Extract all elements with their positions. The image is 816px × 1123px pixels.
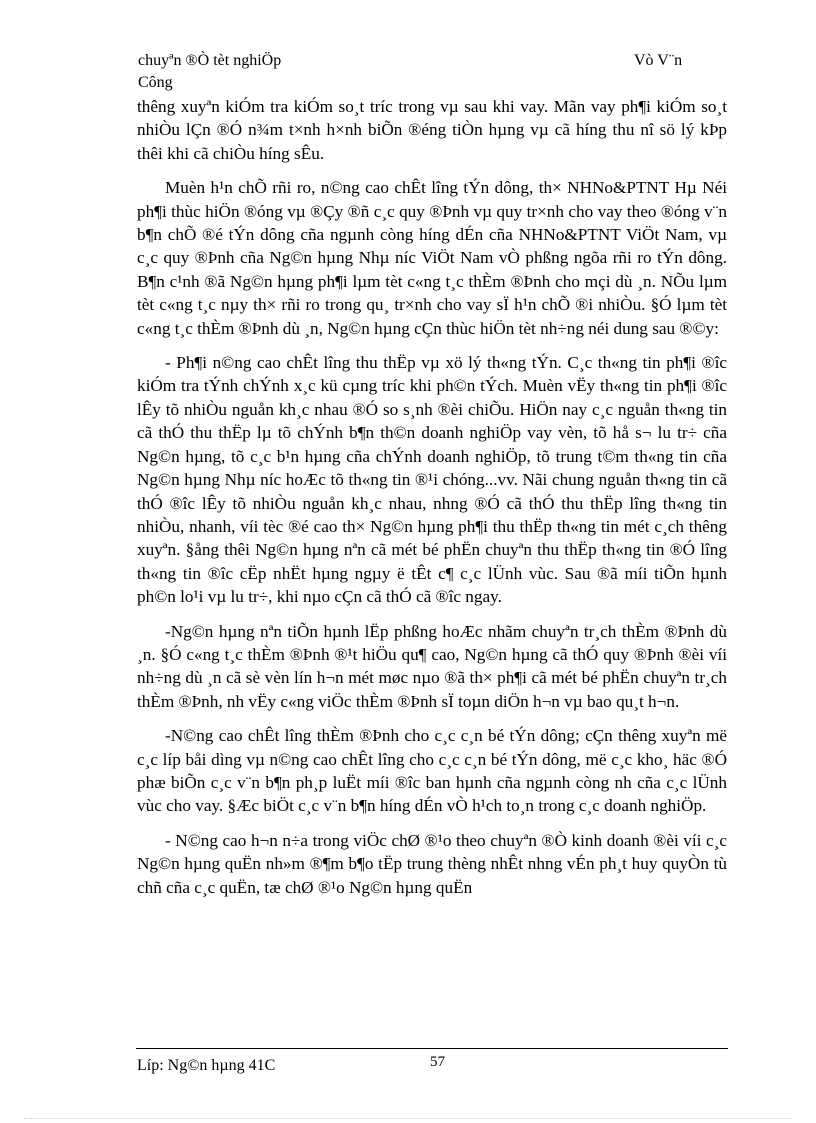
header-author-line2: Công (138, 74, 173, 91)
paragraph-3: - Ph¶i n©ng cao chÊt lîng thu thËp vµ xö lý th«ng tÝn. C¸c th«ng tin ph¶i ®îc kiÓm tra tÝnh chÝnh x¸c kü cµng tríc khi ph©n tÝch. Muèn vËy th«ng tin ph¶i ®îc lÊy tõ nhiÒu nguån kh¸c nhau ®Ó so s¸nh ®èi chiÕu. HiÖn nay c¸c nguån th«ng tin cã thÓ thu thËp lµ tõ chÝnh b¶n th©n doanh nghiÖp vay vèn, tõ hå s¬ lu tr÷ cña Ng©n hµng, tõ c¸c b¹n hµng cña chÝnh doanh nghiÖp, tõ trung t©m th«ng tin cña Ng©n hµng Nhµ níc hoÆc tõ th«ng tin ®¹i chóng...vv. Nãi chung nguån th«ng tin cã thÓ ®îc lÊy tõ nhiÒu nguån kh¸c nhau, nhng ®Ó cã thÓ thu thËp lîng th«ng tin nhiÒu, nhanh, víi tèc ®é cao th× Ng©n hµng ph¶i thu thËp th«ng tin mét c¸ch thêng xuyªn. §ång thêi Ng©n hµng nªn cã mét bé phËn chuyªn thu thËp th«ng tin ®Ó lîng th«ng tin ®îc cËp nhËt hµng ngµy ë tÊt c¶ c¸c lÜnh vùc. Sau ®ã míi tiÕn hµnh ph©n lo¹i vµ lu tr÷, khi nµo cÇn cã thÓ cã ®îc ngay. (137, 353, 727, 607)
document-body (137, 95, 727, 910)
page-edge-divider (24, 1118, 792, 1119)
header-title: chuyªn ®Ò tèt nghiÖp (138, 52, 282, 69)
paragraph-4: -Ng©n hµng nªn tiÕn hµnh lËp phßng hoÆc nhãm chuyªn tr¸ch thÈm ®Þnh dù ¸n. §Ó c«ng t¸c thÈm ®Þnh ®¹t hiÖu qu¶ cao, Ng©n hµng cã thÓ quy ®Þnh ®èi víi nh÷ng dù ¸n cã sè vèn lín h¬n mét møc nµo ®ã th× ph¶i cã mét bé phËn chuyªn tr¸ch thÈm ®Þnh, nh vËy c«ng viÖc thÈm ®Þnh sÏ toµn diÖn h¬n vµ bao qu¸t h¬n. (137, 621, 727, 711)
footer-class-label: Líp: Ng©n hµng 41C (137, 1057, 276, 1074)
footer-divider (136, 1048, 728, 1049)
paragraph-2: Muèn h¹n chÕ rñi ro, n©ng cao chÊt lîng tÝn dông, th× NHNo&PTNT Hµ Néi ph¶i thùc hiÖn ®óng vµ ®Çy ®ñ c¸c quy ®Þnh vµ quy tr×nh cho vay theo ®óng v¨n b¶n chÕ ®é tÝn dông cña ngµnh còng híng dÉn cña NHNo&PTNT ViÖt Nam, vµ c¸c quy ®Þnh cña Ng©n hµng Nhµ níc ViÖt Nam vÒ phßng ngõa rñi ro tÝn dông. B¶n c¹nh ®ã Ng©n hµng ph¶i lµm tèt c«ng t¸c thÈm ®Þnh cho mçi dù ¸n. NÕu lµm tèt c«ng t¸c nµy th× rñi ro trong qu¸ tr×nh cho vay sÏ h¹n chÕ ®i nhiÒu. §Ó lµm tèt c«ng t¸c thÈm ®Þnh dù ¸n, Ng©n hµng cÇn thùc hiÖn tèt nh÷ng néi dung sau ®©y: (137, 178, 727, 338)
paragraph-1: thêng xuyªn kiÓm tra kiÓm so¸t tríc trong vµ sau khi vay. Mãn vay ph¶i kiÓm so¸t nhiÒu lÇn ®Ó n¾m t×nh h×nh biÕn ®éng tiÒn hµng vµ cã híng thu nî sö lý kÞp thêi khi cã chiÒu híng sÊu. (137, 97, 727, 163)
header-author-line1: Vò V¨n (634, 52, 683, 69)
paragraph-5: -N©ng cao chÊt lîng thÈm ®Þnh cho c¸c c¸n bé tÝn dông; cÇn thêng xuyªn më c¸c líp båi dìng vµ n©ng cao chÊt lîng cho c¸c c¸n bé tÝn dông, më c¸c kho¸ häc ®Ó phæ biÕn c¸c v¨n b¶n ph¸p luËt míi ®îc ban hµnh cña ngµnh còng nh cña c¸c lÜnh vùc cho vay. §Æc biÖt c¸c v¨n b¶n híng dÉn vÒ h¹ch to¸n trong c¸c doanh nghiÖp. (137, 726, 727, 816)
paragraph-6: - N©ng cao h¬n n÷a trong viÖc chØ ®¹o theo chuyªn ®Ò kinh doanh ®èi víi c¸c Ng©n hµng quËn nh»m ®¶m b¶o tËp trung thèng nhÊt nhng vÉn ph¸t huy quyÒn tù chñ cña c¸c quËn, tæ chØ ®¹o Ng©n hµng quËn (137, 830, 727, 897)
page-number: 57 (430, 1054, 445, 1070)
